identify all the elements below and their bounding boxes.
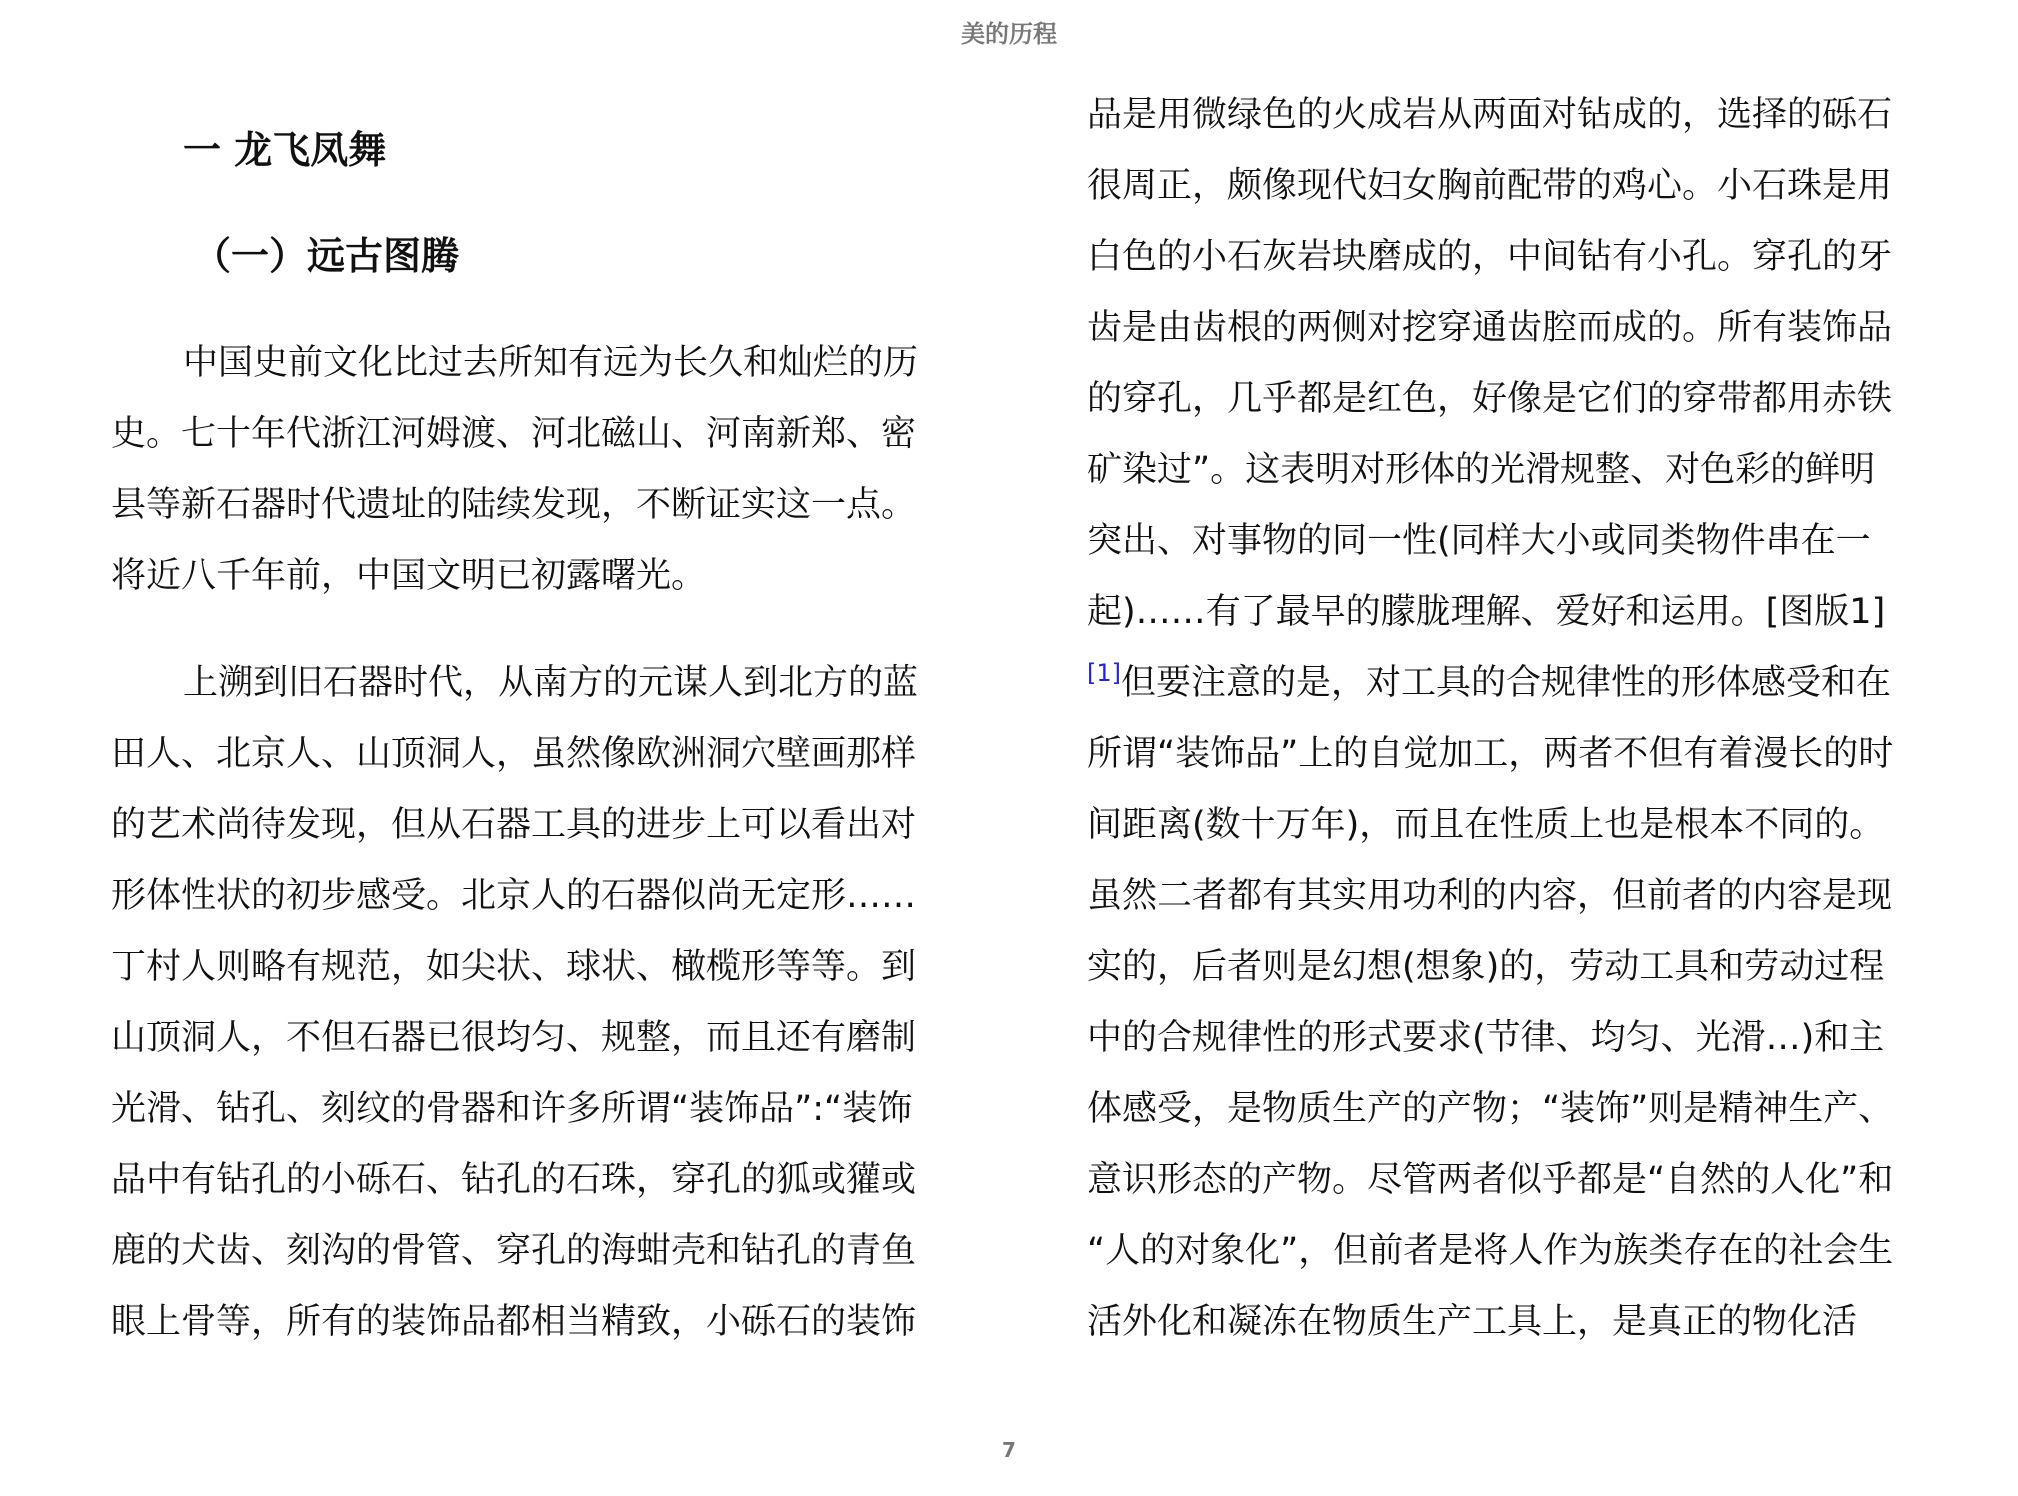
text-line: 虽然二者都有其实用功利的内容，但前者的内容是现	[1087, 876, 1893, 916]
text-line: 起)……有了最早的朦胧理解、爱好和运用。[图版1]	[1087, 592, 1886, 632]
text-line: 中国史前文化比过去所知有远为长久和灿烂的历	[183, 343, 919, 383]
text-line: 上溯到旧石器时代，从南方的元谋人到北方的蓝	[183, 663, 919, 703]
text-line: 山顶洞人，不但石器已很均匀、规整，而且还有磨制	[111, 1018, 917, 1058]
text-line: 很周正，颇像现代妇女胸前配带的鸡心。小石珠是用	[1087, 166, 1893, 206]
footnote-link[interactable]: [1]	[1087, 659, 1121, 687]
text-line: 体感受，是物质生产的产物；“装饰”则是精神生产、	[1087, 1089, 1894, 1129]
text-line: 田人、北京人、山顶洞人，虽然像欧洲洞穴壁画那样	[111, 734, 917, 774]
section-title: （一）远古图腾	[193, 234, 460, 278]
text-line: “人的对象化”，但前者是将人作为族类存在的社会生	[1087, 1231, 1894, 1271]
right-column	[1087, 80, 1922, 1358]
text-line: 光滑、钻孔、刻纹的骨器和许多所谓“装饰品”:“装饰	[111, 1089, 913, 1129]
text-line: 的艺术尚待发现，但从石器工具的进步上可以看出对	[111, 805, 917, 845]
text-line: 将近八千年前，中国文明已初露曙光。	[111, 556, 707, 596]
text-line: 齿是由齿根的两侧对挖穿通齿腔而成的。所有装饰品	[1087, 308, 1893, 348]
text-line: 意识形态的产物。尽管两者似乎都是“自然的人化”和	[1087, 1160, 1894, 1200]
paragraph-continued	[1087, 80, 1922, 1358]
paragraph-2	[111, 648, 941, 1358]
text-line: 突出、对事物的同一性(同样大小或同类物件串在一	[1087, 521, 1871, 561]
note-line-text: 但要注意的是，对工具的合规律性的形体感受和在	[1121, 663, 1892, 703]
text-line: 鹿的犬齿、刻沟的骨管、穿孔的海蚶壳和钻孔的青鱼	[111, 1231, 917, 1271]
text-line: 活外化和凝冻在物质生产工具上，是真正的物化活	[1087, 1302, 1858, 1342]
text-line	[1087, 648, 1922, 719]
text-line: 品是用微绿色的火成岩从两面对钻成的，选择的砾石	[1087, 95, 1893, 135]
text-line: 县等新石器时代遗址的陆续发现，不断证实这一点。	[111, 485, 917, 525]
text-line: 的穿孔，几乎都是红色，好像是它们的穿带都用赤铁	[1087, 379, 1893, 419]
running-title: 美的历程	[961, 20, 1057, 48]
text-line: 白色的小石灰岩块磨成的，中间钻有小孔。穿孔的牙	[1087, 237, 1893, 277]
text-line: 中的合规律性的形式要求(节律、均匀、光滑…)和主	[1087, 1018, 1885, 1058]
text-line: 史。七十年代浙江河姆渡、河北磁山、河南新郑、密	[111, 414, 917, 454]
text-line: 所谓“装饰品”上的自觉加工，两者不但有着漫长的时	[1087, 734, 1894, 774]
text-line: 形体性状的初步感受。北京人的石器似尚无定形……	[111, 876, 917, 916]
text-line: 矿染过”。这表明对形体的光滑规整、对色彩的鲜明	[1087, 450, 1876, 490]
text-line: 品中有钻孔的小砾石、钻孔的石珠，穿孔的狐或獾或	[111, 1160, 917, 1200]
page-number: 7	[1002, 1438, 1016, 1462]
text-line: 丁村人则略有规范，如尖状、球状、橄榄形等等。到	[111, 947, 917, 987]
text-line: 眼上骨等，所有的装饰品都相当精致，小砾石的装饰	[111, 1302, 917, 1342]
text-line: 间距离(数十万年)，而且在性质上也是根本不同的。	[1087, 805, 1885, 845]
chapter-title: 一 龙飞凤舞	[183, 128, 387, 172]
text-line: 实的，后者则是幻想(想象)的，劳动工具和劳动过程	[1087, 947, 1885, 987]
paragraph-1	[111, 328, 941, 612]
left-column	[111, 118, 941, 1358]
